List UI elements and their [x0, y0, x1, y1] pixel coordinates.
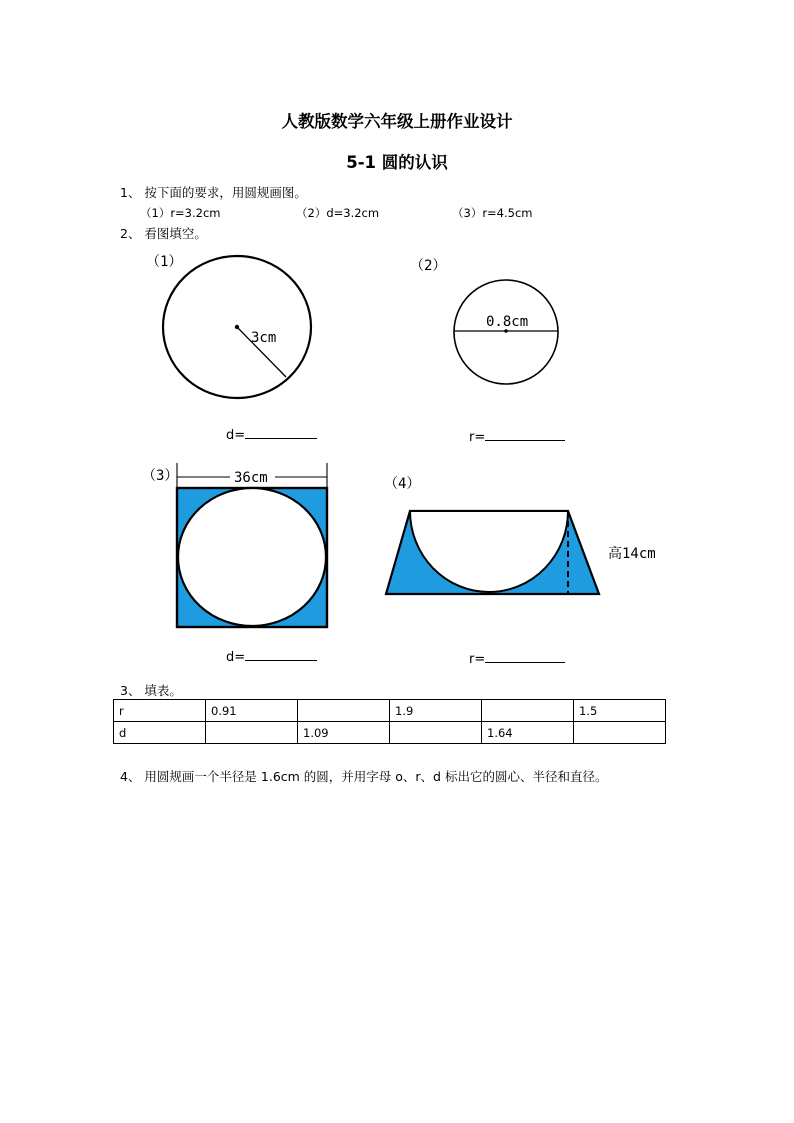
q1-item-2: （2）d=3.2cm	[296, 206, 380, 220]
table-row	[114, 722, 666, 744]
question-2: 2、 看图填空。	[120, 226, 207, 241]
figure-4-answer[interactable]	[469, 650, 565, 667]
figure-1-answer[interactable]	[226, 426, 317, 443]
question-4: 4、 用圆规画一个半径是 1.6cm 的圆，并用字母 o、r、d 标出它的圆心、半径和直径。	[120, 769, 608, 784]
answer-blank[interactable]	[245, 648, 317, 661]
figure-4-trapezoid	[386, 511, 656, 594]
figure-2-dim: 0.8cm	[486, 314, 529, 330]
question-3: 3、 填表。	[120, 683, 182, 698]
figure-2-answer[interactable]	[469, 428, 565, 445]
figure-3-label: （3）	[142, 468, 179, 484]
answer-blank[interactable]	[485, 428, 565, 441]
answer-blank[interactable]	[485, 650, 565, 663]
figure-1-circle	[163, 256, 311, 398]
question-1: 1、 按下面的要求，用圆规画图。	[120, 185, 307, 200]
fill-table	[113, 699, 666, 744]
q1-item-3: （3）r=4.5cm	[452, 206, 533, 220]
table-row	[114, 700, 666, 722]
figure-2-label: （2）	[410, 258, 447, 274]
page-title: 人教版数学六年级上册作业设计	[281, 112, 513, 131]
answer-blank[interactable]	[245, 426, 317, 439]
figure-1-label: （1）	[146, 254, 183, 270]
table-cell[interactable]: 1.64	[482, 722, 574, 744]
answer-label: d=	[226, 428, 246, 443]
q1-item-1: （1）r=3.2cm	[140, 206, 221, 220]
table-cell: d	[114, 722, 206, 744]
table-cell[interactable]: 1.5	[574, 700, 666, 722]
table-cell[interactable]: 1.09	[298, 722, 390, 744]
table-cell[interactable]: 0.91	[206, 700, 298, 722]
figure-4-dim: 高14cm	[608, 546, 656, 562]
page-subtitle: 5-1 圆的认识	[346, 153, 448, 172]
figure-3-answer[interactable]	[226, 648, 317, 665]
table-cell[interactable]	[390, 722, 482, 744]
table-cell[interactable]: 1.9	[390, 700, 482, 722]
figure-4-label: （4）	[384, 476, 421, 492]
table-cell[interactable]	[482, 700, 574, 722]
answer-label: r=	[469, 430, 486, 445]
answer-label: r=	[469, 652, 486, 667]
table-cell[interactable]	[574, 722, 666, 744]
table-cell: r	[114, 700, 206, 722]
figure-1-dim: 3cm	[251, 330, 277, 346]
answer-label: d=	[226, 650, 246, 665]
table-cell[interactable]	[206, 722, 298, 744]
table-cell[interactable]	[298, 700, 390, 722]
figure-3-square	[177, 463, 327, 627]
figure-2-circle	[454, 280, 558, 384]
figure-3-dim: 36cm	[234, 470, 268, 486]
